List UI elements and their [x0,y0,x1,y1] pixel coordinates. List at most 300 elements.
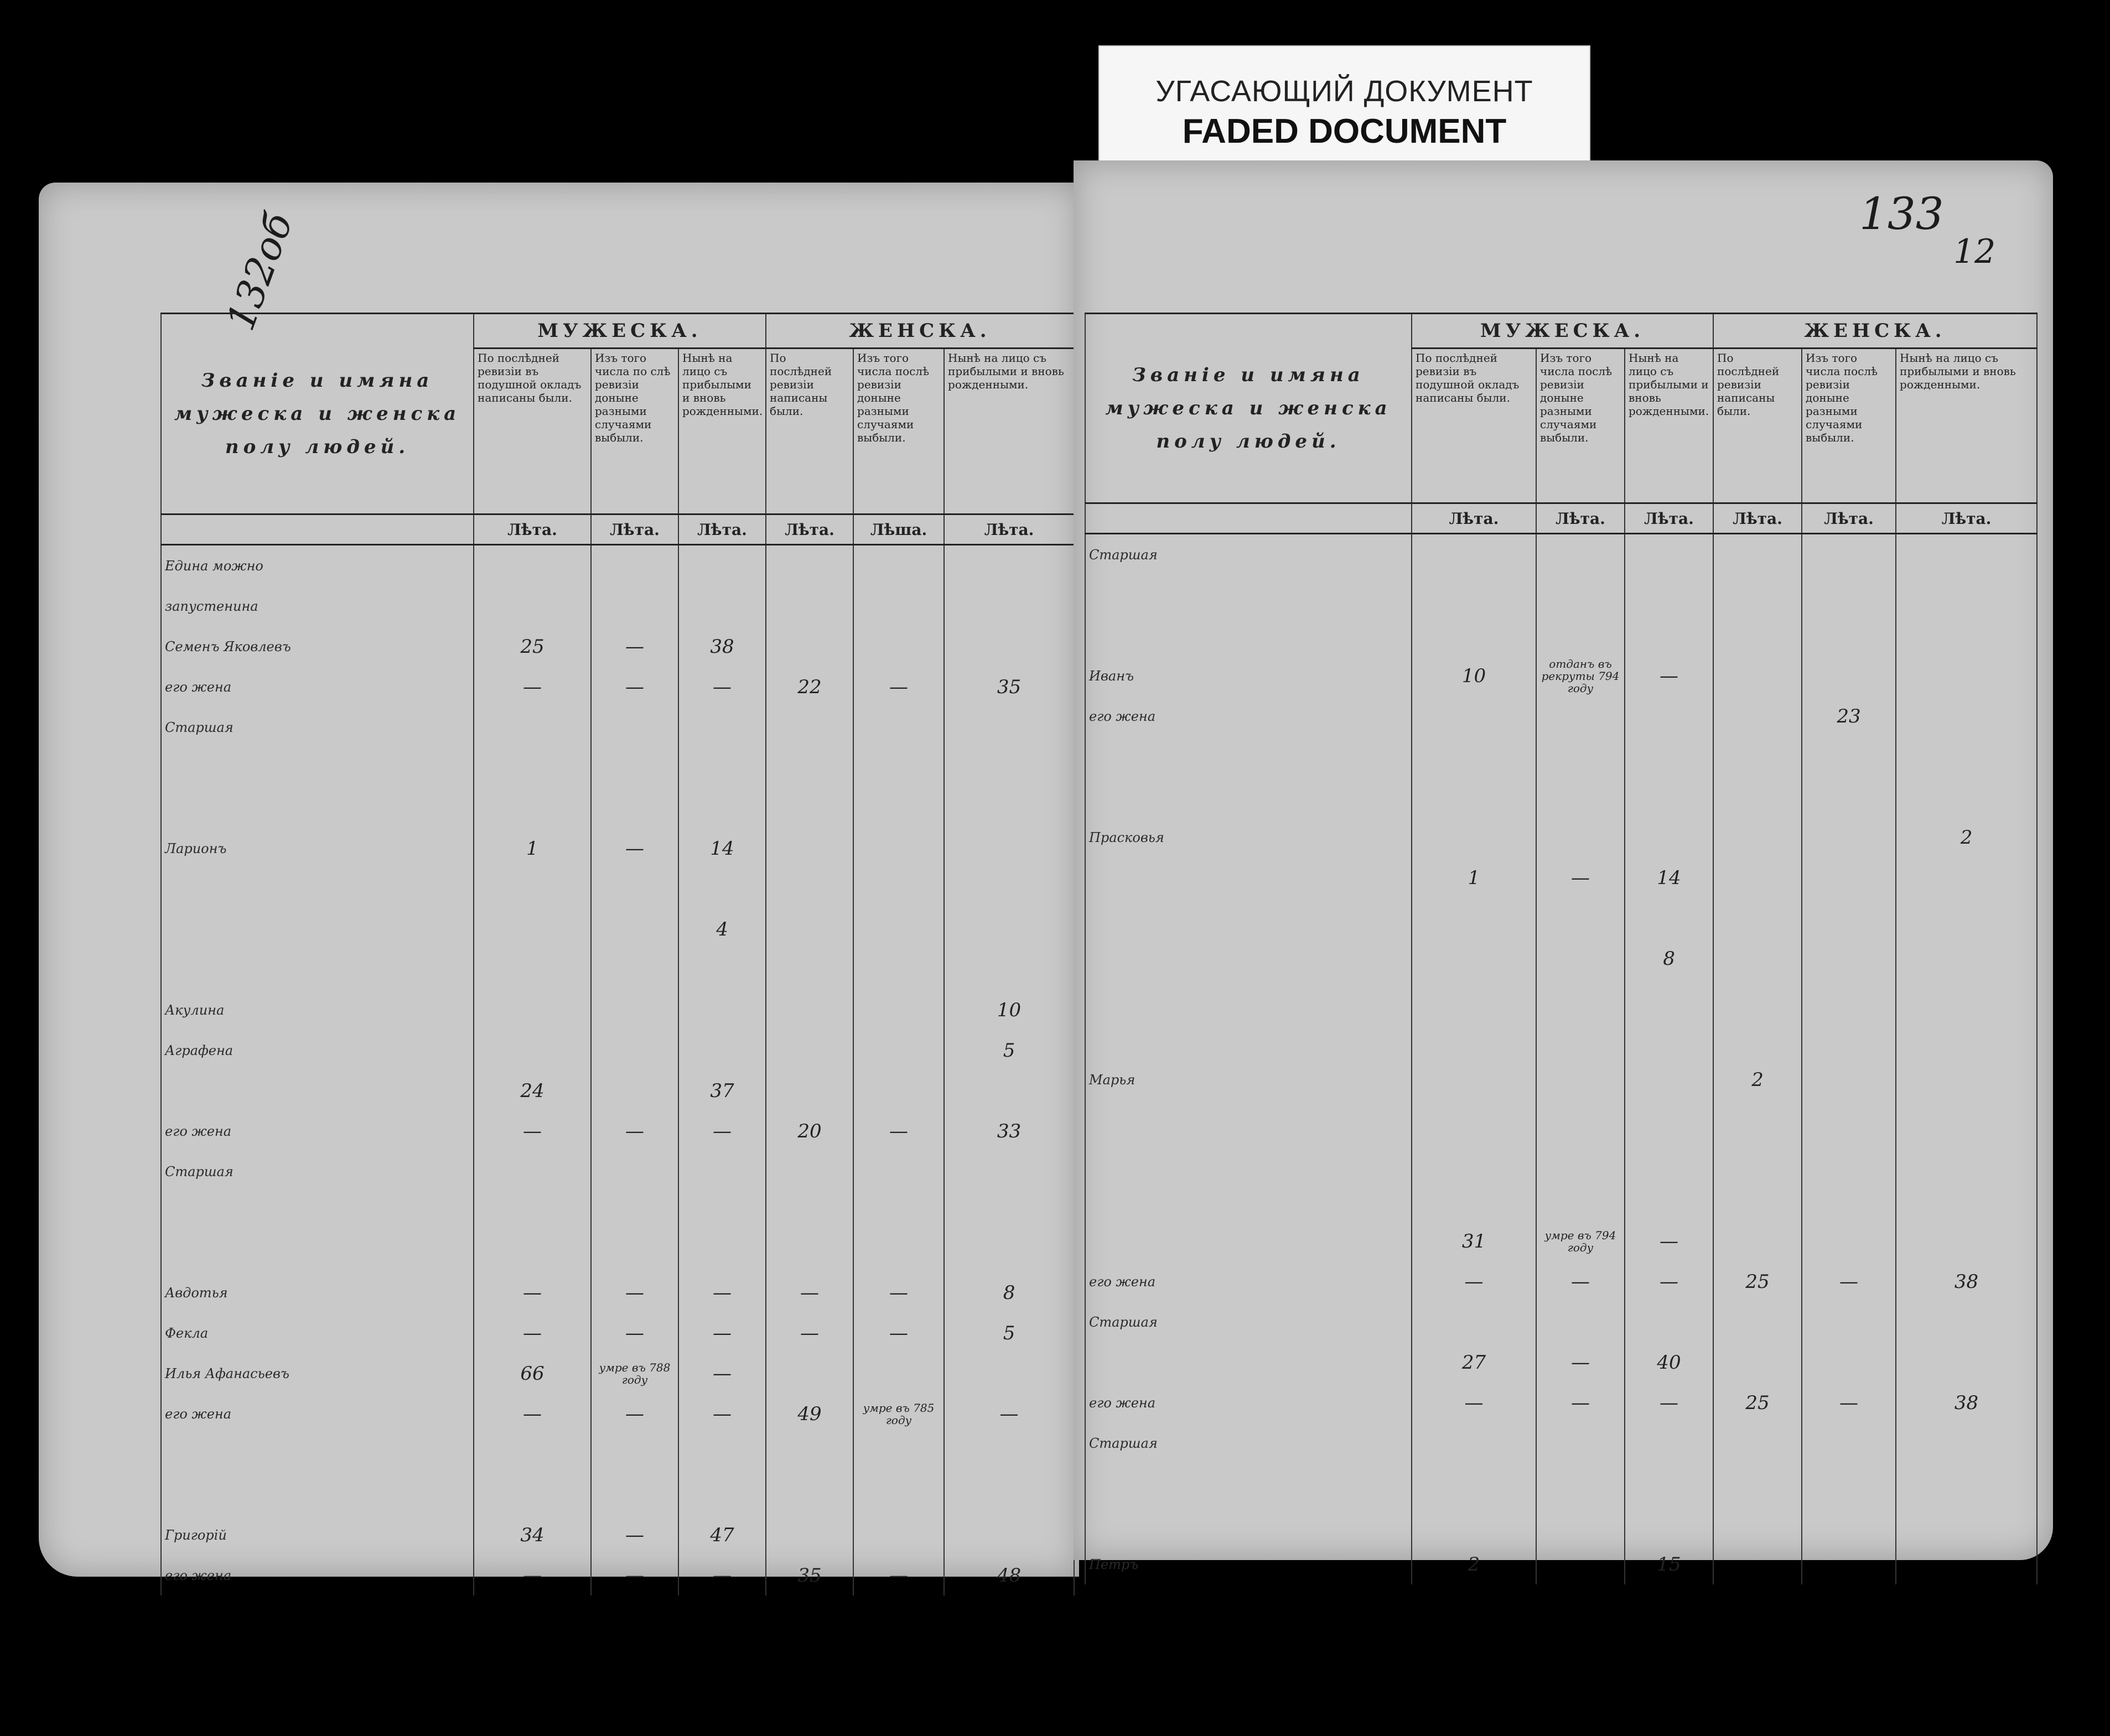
entry-value [1625,979,1713,1019]
entry-value [591,1434,678,1474]
register-row [1085,1423,2037,1463]
register-row [1085,534,2037,575]
entry-value [591,586,678,626]
male-group-header: МУЖЕСКА. [474,314,766,349]
right-corner-folio: 12 [1953,232,1996,271]
entry-name [1085,1100,1412,1140]
entry-name [1085,1181,1412,1221]
entry-value: — [474,667,591,707]
entry-name: Старшая [1085,1302,1412,1342]
right-register-table [1085,313,2038,1584]
entry-value: 49 [766,1394,853,1434]
col-header: По послѣдней ревизіи написаны были. [766,349,853,514]
entry-value [1412,575,1536,615]
name-column-header: Званіе и имяна мужеска и женска полу людей. [161,314,474,514]
register-row [161,869,1074,909]
entry-value [678,1151,766,1192]
col-header: Нынѣ на лицо съ прибылыми и вновь рожденными. [1896,349,2037,503]
entry-value [1896,938,2037,979]
register-row [161,747,1074,788]
entry-value [853,1151,944,1192]
entry-value [1625,817,1713,857]
entry-value [944,869,1074,909]
entry-value [1625,736,1713,777]
entry-value [1536,736,1625,777]
entry-value: 10 [944,990,1074,1030]
entry-value: — [591,667,678,707]
entry-value [766,1030,853,1070]
entry-value [1536,1140,1625,1181]
entry-value [1625,1302,1713,1342]
entry-value [1412,1140,1536,1181]
entry-value [1802,534,1896,575]
entry-value [944,747,1074,788]
entry-value [1896,1423,2037,1463]
entry-value [474,1151,591,1192]
entry-value [766,869,853,909]
register-row [161,707,1074,747]
entry-value [591,545,678,586]
entry-value: 15 [1625,1544,1713,1584]
entry-value [678,990,766,1030]
entry-name [161,747,474,788]
entry-value [944,1353,1074,1394]
entry-value [678,1434,766,1474]
entry-value: — [678,1272,766,1313]
entry-value [766,626,853,667]
entry-value: — [678,1555,766,1595]
register-row [161,828,1074,869]
entry-value: — [766,1313,853,1353]
entry-value: 1 [1412,857,1536,898]
male-group-header: МУЖЕСКА. [1412,314,1713,349]
entry-value [1802,736,1896,777]
entry-name [1085,736,1412,777]
entry-value [1536,1423,1625,1463]
entry-name [161,1474,474,1515]
entry-value [591,1030,678,1070]
entry-value: 1 [474,828,591,869]
entry-value [1625,1059,1713,1100]
entry-value [853,545,944,586]
entry-value [474,909,591,949]
register-row [1085,696,2037,736]
entry-value [474,1474,591,1515]
col-header: Изъ того числа послѣ ревизіи доныне разными случаями выбыли. [1536,349,1625,503]
register-row [1085,1302,2037,1342]
entry-value [766,707,853,747]
entry-value [1625,1181,1713,1221]
register-row [161,788,1074,828]
years-label: Лѣта. [678,514,766,545]
register-row [1085,1059,2037,1100]
entry-value [591,1151,678,1192]
entry-value [766,1474,853,1515]
entry-value: — [1625,1382,1713,1423]
register-row [1085,615,2037,656]
entry-name: его жена [161,1555,474,1595]
entry-value [1896,736,2037,777]
entry-value [1625,1423,1713,1463]
entry-value: 5 [944,1313,1074,1353]
entry-value [1536,1504,1625,1544]
entry-value [1896,1019,2037,1059]
entry-name: Аграфена [161,1030,474,1070]
entry-value: 27 [1412,1342,1536,1382]
entry-value [1536,938,1625,979]
register-row [1085,1221,2037,1261]
entry-value [678,545,766,586]
entry-name [1085,1140,1412,1181]
entry-value [1713,1019,1802,1059]
entry-value [1896,979,2037,1019]
entry-value [944,1070,1074,1111]
entry-value [766,949,853,990]
entry-value [591,1192,678,1232]
entry-value [1896,1181,2037,1221]
entry-value [1713,1221,1802,1261]
entry-value [1412,1181,1536,1221]
left-register-table [160,313,1075,1595]
entry-value [1896,1221,2037,1261]
entry-value [591,788,678,828]
entry-value: — [591,1394,678,1434]
entry-value [591,1474,678,1515]
col-header: Нынѣ на лицо съ прибылыми и вновь рожденными. [678,349,766,514]
entry-value: — [591,626,678,667]
entry-value: — [1625,656,1713,696]
entry-value [1802,1302,1896,1342]
entry-value [1802,1100,1896,1140]
register-row [1085,736,2037,777]
entry-name [161,788,474,828]
entry-value [1802,575,1896,615]
entry-value [944,828,1074,869]
entry-value [1625,1140,1713,1181]
entry-value [591,869,678,909]
entry-value [1536,817,1625,857]
entry-value [766,1353,853,1394]
entry-value [1802,857,1896,898]
entry-value [1713,1140,1802,1181]
entry-value: 23 [1802,696,1896,736]
entry-value [678,1030,766,1070]
register-row [161,1111,1074,1151]
right-folio-number: 133 [1859,188,1944,240]
left-page [39,183,1079,1587]
entry-value: — [853,1555,944,1595]
register-row [161,1151,1074,1192]
entry-value: 10 [1412,656,1536,696]
entry-value [1802,656,1896,696]
entry-name [1085,777,1412,817]
entry-value [1802,898,1896,938]
entry-value [766,1151,853,1192]
entry-value: — [591,1272,678,1313]
entry-value [1536,615,1625,656]
entry-value: 24 [474,1070,591,1111]
register-row [161,1474,1074,1515]
entry-value [944,1192,1074,1232]
entry-name: его жена [1085,1382,1412,1423]
entry-value [853,1515,944,1555]
entry-name: Едина можно [161,545,474,586]
entry-value [1625,575,1713,615]
entry-value [853,1030,944,1070]
entry-value: 8 [944,1272,1074,1313]
entry-value [1713,1100,1802,1140]
entry-name [161,1434,474,1474]
register-row [161,586,1074,626]
register-row [1085,1463,2037,1504]
entry-value [1625,777,1713,817]
entry-name [1085,1342,1412,1382]
entry-value [474,1030,591,1070]
entry-value [853,828,944,869]
entry-value [944,545,1074,586]
register-row [161,1070,1074,1111]
entry-value: 35 [944,667,1074,707]
entry-value: отданъ въ рекруты 794 году [1536,656,1625,696]
entry-name [161,1192,474,1232]
entry-value [944,626,1074,667]
entry-value [1896,1463,2037,1504]
entry-value: 25 [474,626,591,667]
entry-value: — [678,1353,766,1394]
years-spacer [161,514,474,545]
register-row [161,1515,1074,1555]
entry-value [1713,615,1802,656]
entry-value [853,586,944,626]
entry-value [1896,898,2037,938]
entry-value [1802,1504,1896,1544]
entry-value [1802,1019,1896,1059]
entry-value [1713,696,1802,736]
entry-value [1625,1019,1713,1059]
entry-value [1625,534,1713,575]
left-folio-number: 132об [217,207,302,336]
register-row [161,1192,1074,1232]
entry-value [1802,1342,1896,1382]
entry-value [591,949,678,990]
entry-value [1412,736,1536,777]
entry-value [944,1474,1074,1515]
entry-value: — [1412,1382,1536,1423]
entry-value [1896,857,2037,898]
entry-value: — [474,1272,591,1313]
entry-name [1085,575,1412,615]
register-row [1085,1261,2037,1302]
entry-value: 5 [944,1030,1074,1070]
entry-value [944,1151,1074,1192]
register-row [161,909,1074,949]
entry-value [1412,1504,1536,1544]
entry-value [766,788,853,828]
entry-value: — [853,1313,944,1353]
entry-name: Илья Афанасьевъ [161,1353,474,1394]
entry-value [944,788,1074,828]
register-row [1085,1382,2037,1423]
entry-value [853,1070,944,1111]
entry-value [1536,979,1625,1019]
entry-value [766,909,853,949]
entry-value [1896,696,2037,736]
right-register-body [1085,534,2037,1585]
entry-value [1625,1100,1713,1140]
entry-value: 37 [678,1070,766,1111]
entry-value: 25 [1713,1382,1802,1423]
entry-value [1412,1059,1536,1100]
entry-name [1085,898,1412,938]
col-header: По послѣдней ревизіи въ подушной окладъ написаны были. [474,349,591,514]
register-row [161,667,1074,707]
entry-name: его жена [161,1111,474,1151]
entry-value [1802,938,1896,979]
entry-value [678,1232,766,1272]
entry-name [1085,857,1412,898]
entry-value [944,707,1074,747]
entry-value: — [1802,1261,1896,1302]
register-row [161,1434,1074,1474]
years-label: Лѣта. [591,514,678,545]
entry-value: — [853,667,944,707]
entry-value: 2 [1713,1059,1802,1100]
entry-value [944,1232,1074,1272]
entry-value [474,949,591,990]
entry-name: Старшая [161,1151,474,1192]
entry-value [678,788,766,828]
entry-value [1625,898,1713,938]
entry-value [591,990,678,1030]
register-row [1085,857,2037,898]
entry-value: — [474,1394,591,1434]
entry-value [1536,534,1625,575]
register-row [1085,1100,2037,1140]
entry-value [853,1474,944,1515]
entry-value [1713,575,1802,615]
entry-value: — [591,1111,678,1151]
years-label: Лѣша. [853,514,944,545]
entry-value: умре въ 794 году [1536,1221,1625,1261]
register-row [1085,979,2037,1019]
female-group-header: ЖЕНСКА. [766,314,1074,349]
years-label: Лѣта. [944,514,1074,545]
entry-value: — [474,1555,591,1595]
register-row [161,626,1074,667]
entry-value: — [1536,857,1625,898]
years-label: Лѣта. [1896,503,2037,534]
col-header: Нынѣ на лицо съ прибылыми и вновь рожденными. [944,349,1074,514]
col-header: По послѣдней ревизіи написаны были. [1713,349,1802,503]
entry-value [1896,1100,2037,1140]
register-row [161,990,1074,1030]
entry-value: — [591,828,678,869]
entry-value: 47 [678,1515,766,1555]
entry-value [853,1232,944,1272]
entry-value: — [678,1111,766,1151]
entry-value [1536,1100,1625,1140]
entry-value [474,788,591,828]
entry-value: — [853,1272,944,1313]
entry-value [1713,938,1802,979]
entry-value [1896,575,2037,615]
entry-name: его жена [1085,1261,1412,1302]
entry-value [766,586,853,626]
entry-name [161,1070,474,1111]
entry-name: Старшая [161,707,474,747]
register-row [1085,1342,2037,1382]
years-label: Лѣта. [474,514,591,545]
entry-value [853,1353,944,1394]
entry-name [161,1232,474,1272]
entry-name: Акулина [161,990,474,1030]
entry-value [1802,1423,1896,1463]
entry-value: — [678,1394,766,1434]
col-header: Нынѣ на лицо съ прибылыми и вновь рожденными. [1625,349,1713,503]
entry-value [1412,979,1536,1019]
entry-value [1412,615,1536,656]
entry-value [1802,1544,1896,1584]
entry-value [1802,777,1896,817]
register-row [1085,898,2037,938]
entry-value [1713,979,1802,1019]
entry-value: — [853,1111,944,1151]
entry-name: Авдотья [161,1272,474,1313]
entry-value: 14 [1625,857,1713,898]
col-header: Изъ того числа послѣ ревизіи доныне разными случаями выбыли. [1802,349,1896,503]
register-row [161,1313,1074,1353]
register-row [1085,817,2037,857]
entry-value: 34 [474,1515,591,1555]
entry-value [591,1070,678,1111]
name-column-header: Званіе и имяна мужеска и женска полу людей. [1085,314,1412,503]
entry-name: его жена [161,1394,474,1434]
entry-value [1713,534,1802,575]
entry-value: умре въ 785 году [853,1394,944,1434]
entry-name: Иванъ [1085,656,1412,696]
entry-value [766,1232,853,1272]
entry-name: Петръ [1085,1544,1412,1584]
entry-value: 38 [1896,1261,2037,1302]
register-row [161,545,1074,586]
entry-value [1412,1019,1536,1059]
entry-value [1536,1059,1625,1100]
entry-value [474,1434,591,1474]
register-row [161,1272,1074,1313]
entry-value: 40 [1625,1342,1713,1382]
entry-value: — [1536,1382,1625,1423]
entry-value [944,586,1074,626]
years-label: Лѣта. [1713,503,1802,534]
entry-value [1536,777,1625,817]
entry-value [1412,1423,1536,1463]
entry-value: 31 [1412,1221,1536,1261]
entry-value [853,1192,944,1232]
entry-name: Прасковья [1085,817,1412,857]
entry-value: — [766,1272,853,1313]
entry-value [1896,656,2037,696]
entry-value [944,949,1074,990]
entry-value [853,990,944,1030]
entry-value [944,909,1074,949]
entry-value [1412,938,1536,979]
female-group-header: ЖЕНСКА. [1713,314,2037,349]
entry-value [766,747,853,788]
entry-name: Ларионъ [161,828,474,869]
entry-value [1713,736,1802,777]
entry-value [766,990,853,1030]
entry-value [1802,1140,1896,1181]
